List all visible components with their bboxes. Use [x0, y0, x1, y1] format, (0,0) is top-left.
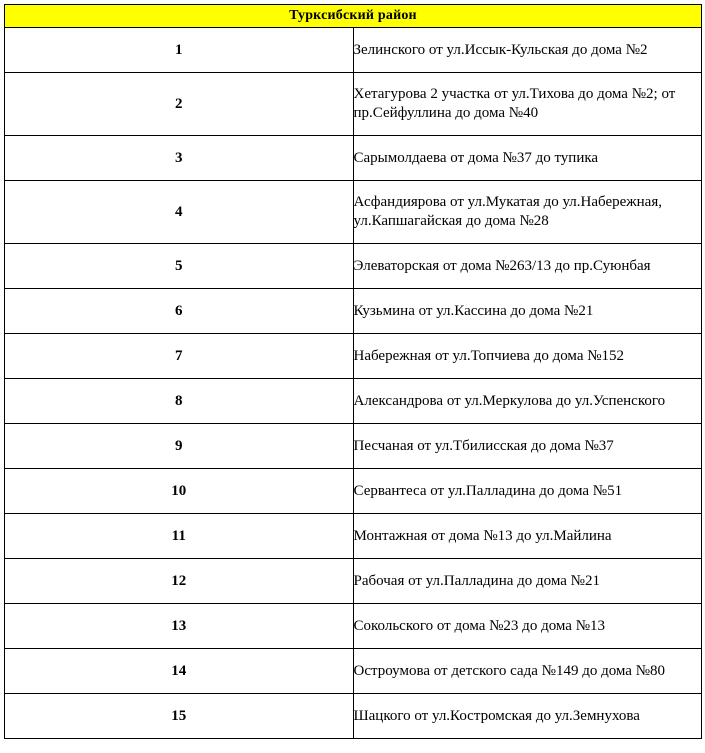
row-number: 14 [5, 649, 354, 694]
row-street-description: Остроумова от детского сада №149 до дома №80 [353, 649, 702, 694]
row-number: 6 [5, 289, 354, 334]
row-number: 11 [5, 514, 354, 559]
table-rows [5, 28, 702, 739]
table-title-row [5, 5, 702, 28]
table-row [5, 694, 702, 739]
row-number: 5 [5, 244, 354, 289]
table-row [5, 28, 702, 73]
row-street-description: Хетагурова 2 участка от ул.Тихова до дома №2; от пр.Сейфуллина до дома №40 [353, 73, 702, 136]
row-street-description: Песчаная от ул.Тбилисская до дома №37 [353, 424, 702, 469]
table-row [5, 424, 702, 469]
table-row [5, 559, 702, 604]
table-row [5, 181, 702, 244]
row-street-description: Кузьмина от ул.Кассина до дома №21 [353, 289, 702, 334]
row-street-description: Александрова от ул.Меркулова до ул.Успенского [353, 379, 702, 424]
row-number: 1 [5, 28, 354, 73]
table-row [5, 289, 702, 334]
row-street-description: Элеваторская от дома №263/13 до пр.Суюнбая [353, 244, 702, 289]
row-street-description: Монтажная от дома №13 до ул.Майлина [353, 514, 702, 559]
district-title: Турксибский район [5, 5, 702, 28]
row-street-description: Шацкого от ул.Костромская до ул.Земнухова [353, 694, 702, 739]
table-row [5, 379, 702, 424]
row-street-description: Рабочая от ул.Палладина до дома №21 [353, 559, 702, 604]
row-number: 9 [5, 424, 354, 469]
table-body [5, 5, 702, 28]
row-number: 4 [5, 181, 354, 244]
table-row [5, 514, 702, 559]
table-row [5, 649, 702, 694]
row-number: 8 [5, 379, 354, 424]
table-row [5, 73, 702, 136]
table-row [5, 334, 702, 379]
table-row [5, 469, 702, 514]
table-row [5, 604, 702, 649]
row-street-description: Сарымолдаева от дома №37 до тупика [353, 136, 702, 181]
table-row [5, 244, 702, 289]
row-number: 13 [5, 604, 354, 649]
row-number: 12 [5, 559, 354, 604]
street-list-table [4, 4, 702, 739]
row-street-description: Сокольского от дома №23 до дома №13 [353, 604, 702, 649]
row-street-description: Асфандиярова от ул.Мукатая до ул.Набережная, ул.Капшагайская до дома №28 [353, 181, 702, 244]
row-number: 10 [5, 469, 354, 514]
row-number: 7 [5, 334, 354, 379]
row-street-description: Сервантеса от ул.Палладина до дома №51 [353, 469, 702, 514]
row-number: 2 [5, 73, 354, 136]
table-row [5, 136, 702, 181]
row-street-description: Зелинского от ул.Иссык-Кульская до дома №2 [353, 28, 702, 73]
row-street-description: Набережная от ул.Топчиева до дома №152 [353, 334, 702, 379]
row-number: 15 [5, 694, 354, 739]
row-number: 3 [5, 136, 354, 181]
